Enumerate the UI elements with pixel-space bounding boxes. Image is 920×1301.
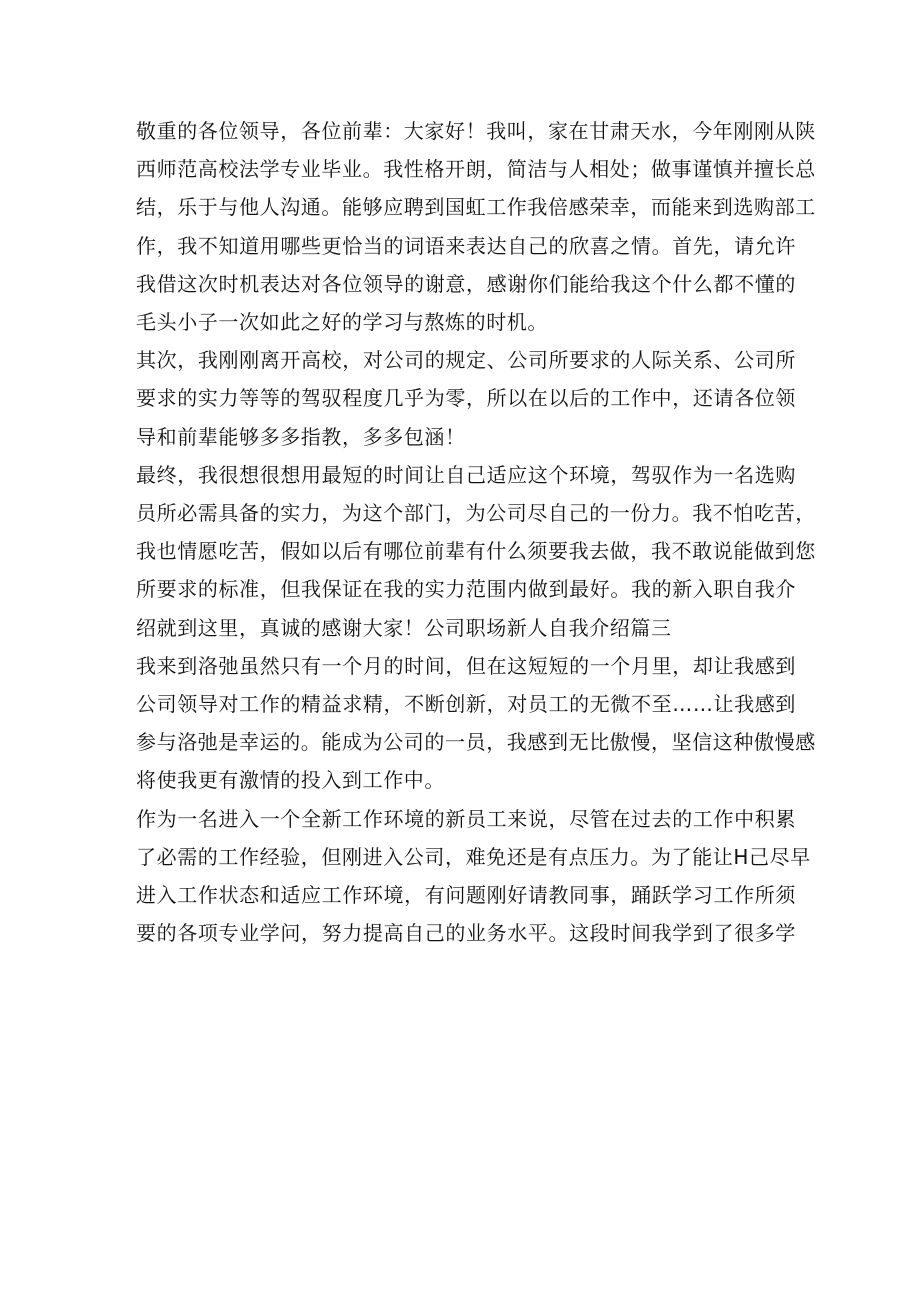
text-line: 员所必需具备的实力，为这个部门，为公司尽自己的一份力。我不怕吃苦， xyxy=(136,501,816,526)
text-line: 公司领导对工作的精益求精，不断创新，对员工的无微不至……让我感到 xyxy=(136,692,796,717)
text-line: 将使我更有激情的投入到工作中。 xyxy=(136,768,445,793)
text-line: 作，我不知道用哪些更恰当的词语来表达自己的欣喜之情。首先，请允许 xyxy=(136,233,796,258)
paragraph-second xyxy=(136,341,796,456)
document-body xyxy=(136,112,816,952)
text-line: 结，乐于与他人沟通。能够应聘到国虹工作我倍感荣幸，而能来到选购部工 xyxy=(136,195,816,220)
paragraph-greeting xyxy=(136,112,816,341)
text-line: 我借这次时机表达对各位领导的谢意，感谢你们能给我这个什么都不懂的 xyxy=(136,271,796,296)
text-line: 进入工作状态和适应工作环境，有问题刚好请教同事，踊跃学习工作所须 xyxy=(136,883,796,908)
text-line: 毛头小子一次如此之好的学习与熬炼的时机。 xyxy=(136,310,548,335)
text-line: 作为一名进入一个全新工作环境的新员工来说，尽管在过去的工作中积累 xyxy=(136,806,796,831)
paragraph-new-employee xyxy=(136,800,811,953)
text-line: 要求的实力等等的驾驭程度几乎为零，所以在以后的工作中，还请各位领 xyxy=(136,386,796,411)
text-line: 导和前辈能够多多指教，多多包涵！ xyxy=(136,424,466,449)
text-line: 所要求的标准，但我保证在我的实力范围内做到最好。我的新入职自我介 xyxy=(136,577,796,602)
text-line: 了必需的工作经验，但刚进入公司，难免还是有点压力。为了能让H己尽早 xyxy=(136,844,811,869)
text-line: 参与洛弛是幸运的。能成为公司的一员，我感到无比傲慢，坚信这种傲慢感 xyxy=(136,730,816,755)
text-line: 我来到洛弛虽然只有一个月的时间，但在这短短的一个月里，却让我感到 xyxy=(136,653,796,678)
text-line: 我也情愿吃苦，假如以后有哪位前辈有什么须要我去做，我不敢说能做到您 xyxy=(136,539,816,564)
text-line: 绍就到这里，真诚的感谢大家！公司职场新人自我介绍篇三 xyxy=(136,615,672,640)
text-line: 西师范高校法学专业毕业。我性格开朗，简洁与人相处；做事谨慎并擅长总 xyxy=(136,157,816,182)
text-line: 要的各项专业学问，努力提高自己的业务水平。这段时间我学到了很多学 xyxy=(136,921,796,946)
paragraph-final xyxy=(136,456,816,647)
text-line: 最终，我很想很想用最短的时间让自己适应这个环境，驾驭作为一名选购 xyxy=(136,462,796,487)
text-line: 其次，我刚刚离开高校，对公司的规定、公司所要求的人际关系、公司所 xyxy=(136,348,796,373)
paragraph-luochi xyxy=(136,647,816,800)
text-line: 敬重的各位领导，各位前辈：大家好！我叫，家在甘肃天水，今年刚刚从陕 xyxy=(136,119,816,143)
